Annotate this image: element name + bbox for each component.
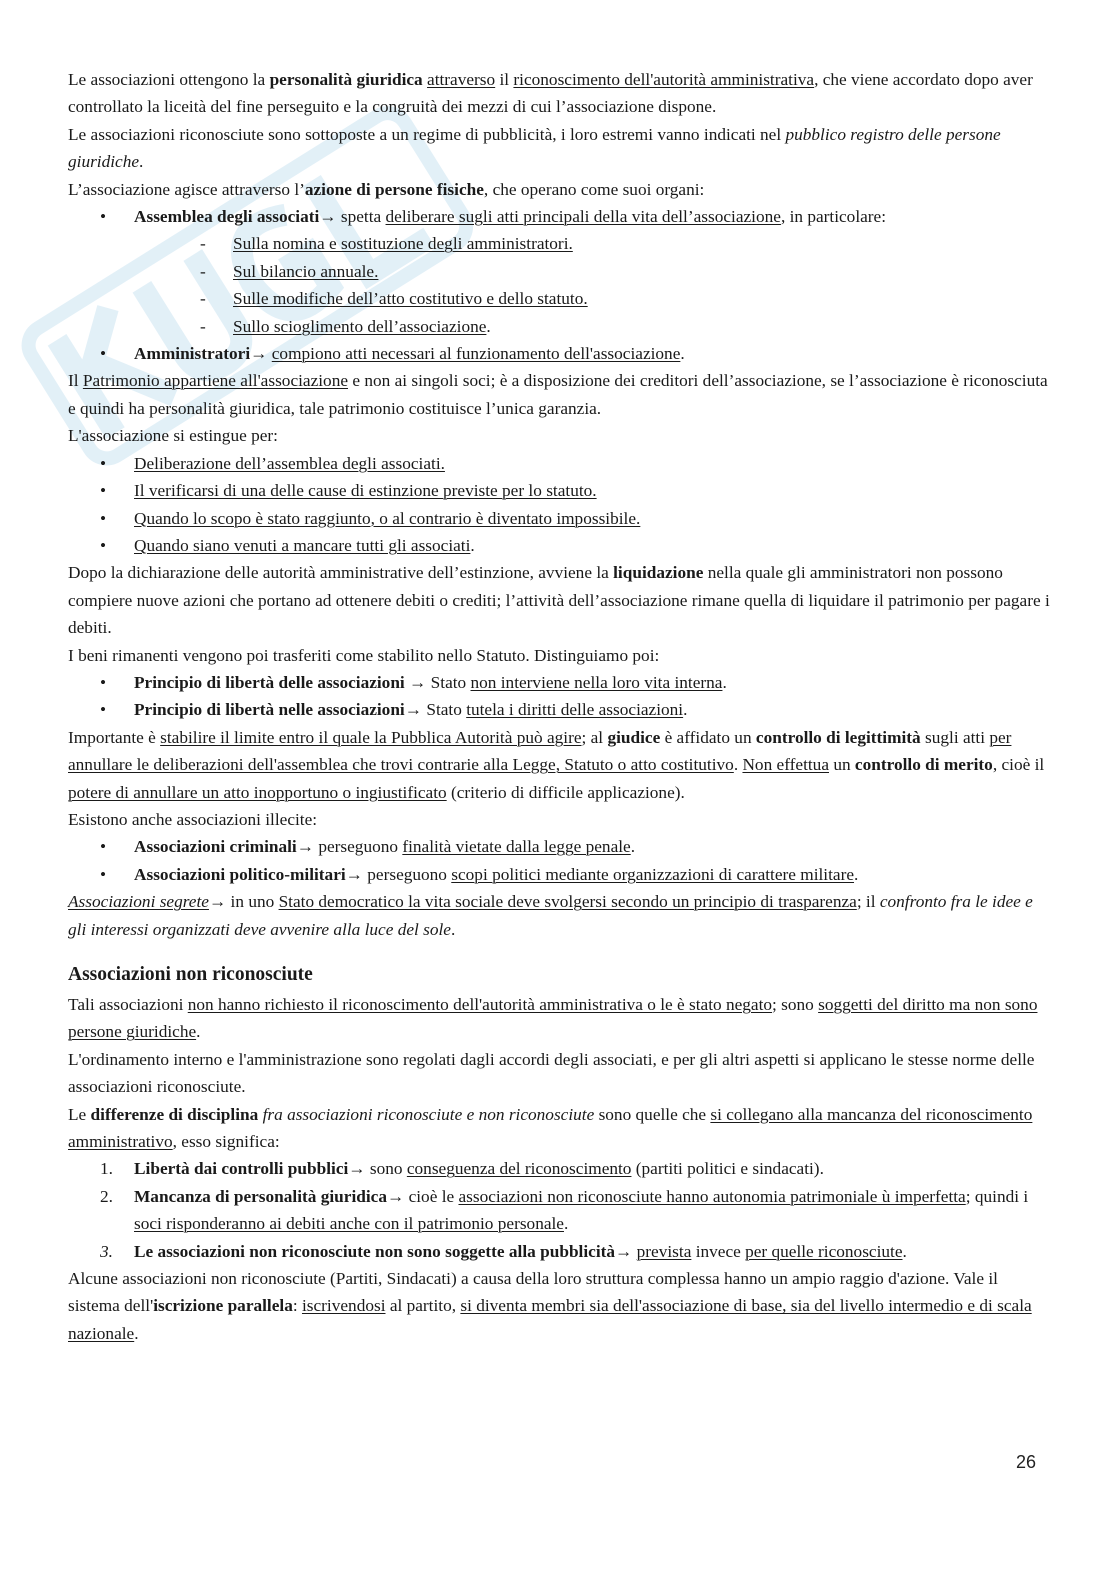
estinzione-list [68, 450, 1050, 560]
assemblea-sublist [68, 230, 1050, 340]
differenze-list [68, 1155, 1050, 1265]
principi-list [68, 669, 1050, 724]
page-number: 26 [1016, 1452, 1037, 1472]
list-item: • Associazioni criminali→ perseguono finalità vietate dalla legge penale. [68, 833, 1050, 860]
list-item-amministratori: • Amministratori→ compiono atti necessari al funzionamento dell'associazione. [68, 340, 1050, 367]
paragraph-controllo: Importante è stabilire il limite entro il quale la Pubblica Autorità può agire; al giudice è affidato un controllo di legittimità sugli atti per annullare le deliberazioni dell'assemblea che trovi contrarie alla Legge, Statuto o atto costitutivo. Non effettua un controllo di merito, cioè il potere di annullare un atto inopportuno o ingiustificato (criterio di difficile applicazione). [68, 727, 1045, 802]
sub-item: - Sullo scioglimento dell’associazione. [68, 313, 1050, 340]
paragraph-illecite-intro: Esistono anche associazioni illecite: [68, 809, 318, 829]
paragraph-ordinamento: L'ordinamento interno e l'amministrazione sono regolati dagli accordi degli associati, e per gli altri aspetti si applicano le stesse norme delle associazioni riconosciute. [68, 1049, 1035, 1097]
list-item: • Principio di libertà nelle associazioni→ Stato tutela i diritti delle associazioni. [68, 696, 1050, 723]
list-item: • Principio di libertà delle associazioni → Stato non interviene nella loro vita interna. [68, 669, 1050, 696]
list-item: • Associazioni politico-militari→ perseguono scopi politici mediante organizzazioni di carattere militare. [68, 861, 1050, 888]
paragraph-patrimonio: Il Patrimonio appartiene all'associazione e non ai singoli soci; è a disposizione dei creditori dell’associazione, se l’associazione è riconosciuta e quindi ha personalità giuridica, tale patrimonio costituisce l’unica garanzia. [68, 371, 1048, 418]
list-item: 3. Le associazioni non riconosciute non sono soggette alla pubblicità→ prevista invece per quelle riconosciute. [100, 1241, 907, 1261]
section-heading: Associazioni non riconosciute [68, 964, 313, 985]
paragraph-organi-intro: L’associazione agisce attraverso l’azione di persone fisiche, che operano come suoi organi: [68, 179, 705, 199]
organi-list [68, 203, 1050, 367]
list-item: • Quando siano venuti a mancare tutti gli associati. [68, 532, 1050, 559]
sub-item: - Sulle modifiche dell’atto costitutivo e dello statuto. [68, 285, 1050, 312]
document-page [68, 66, 1050, 1347]
paragraph-liquidazione: Dopo la dichiarazione delle autorità amministrative dell’estinzione, avviene la liquidazione nella quale gli amministratori non possono compiere nuove azioni che portano ad ottenere debiti o crediti; l’attività dell’associazione rimane quella di liquidare il patrimonio per pagare i debiti. [68, 563, 1050, 638]
list-item: 1. Libertà dai controlli pubblici→ sono conseguenza del riconoscimento (partiti politici e sindacati). [100, 1159, 824, 1179]
sub-item: - Sulla nomina e sostituzione degli amministratori. [68, 230, 1050, 257]
paragraph-differenze: Le differenze di disciplina fra associazioni riconosciute e non riconosciute sono quelle che si collegano alla mancanza del riconoscimento amministrativo, esso significa: [68, 1104, 1033, 1152]
paragraph-personalita: Le associazioni ottengono la personalità giuridica attraverso il riconoscimento dell'autorità amministrativa, che viene accordato dopo aver controllato la liceità del fine perseguito e la congruità dei mezzi di cui l’associazione dispone. [68, 70, 1033, 117]
paragraph-estinzione-intro: L'associazione si estingue per: [68, 426, 278, 446]
paragraph-non-riconosciute: Tali associazioni non hanno richiesto il riconoscimento dell'autorità amministrativa o le è stato negato; sono soggetti del diritto ma non sono persone giuridiche. [68, 995, 1038, 1042]
paragraph-segrete: Associazioni segrete→ in uno Stato democratico la vita sociale deve svolgersi secondo un principio di trasparenza; il confronto fra le idee e gli interessi organizzati deve avvenire alla luce del sole. [68, 892, 1033, 939]
paragraph-pubblicita: Le associazioni riconosciute sono sottoposte a un regime di pubblicità, i loro estremi vanno indicati nel pubblico registro delle persone giuridiche. [68, 124, 1001, 172]
list-item: 2. Mancanza di personalità giuridica→ cioè le associazioni non riconosciute hanno autonomia patrimoniale ù imperfetta; quindi i soci risponderanno ai debiti anche con il patrimonio personale. [100, 1186, 1029, 1234]
list-item: • Quando lo scopo è stato raggiunto, o al contrario è diventato impossibile. [68, 505, 1050, 532]
list-item-assemblea: • Assemblea degli associati→ spetta deliberare sugli atti principali della vita dell’associazione, in particolare: - Sulla nomina e sostituzione degli amministratori. - Sul bilancio annuale. - Sulle modifiche dell’atto costitutivo e dello statuto. - Sullo scioglimento dell’associazione. [68, 203, 1050, 340]
list-item: • Deliberazione dell’assemblea degli associati. [68, 450, 1050, 477]
paragraph-iscrizione: Alcune associazioni non riconosciute (Partiti, Sindacati) a causa della loro struttura complessa hanno un ampio raggio d'azione. Vale il sistema dell'iscrizione parallela: iscrivendosi al partito, si diventa membri sia dell'associazione di base, sia del livello intermedio e di scala nazionale. [68, 1269, 1032, 1343]
illecite-list [68, 833, 1050, 888]
list-item: • Il verificarsi di una delle cause di estinzione previste per lo statuto. [68, 477, 1050, 504]
sub-item: - Sul bilancio annuale. [68, 258, 1050, 285]
paragraph-beni: I beni rimanenti vengono poi trasferiti come stabilito nello Statuto. Distinguiamo poi: [68, 645, 660, 665]
